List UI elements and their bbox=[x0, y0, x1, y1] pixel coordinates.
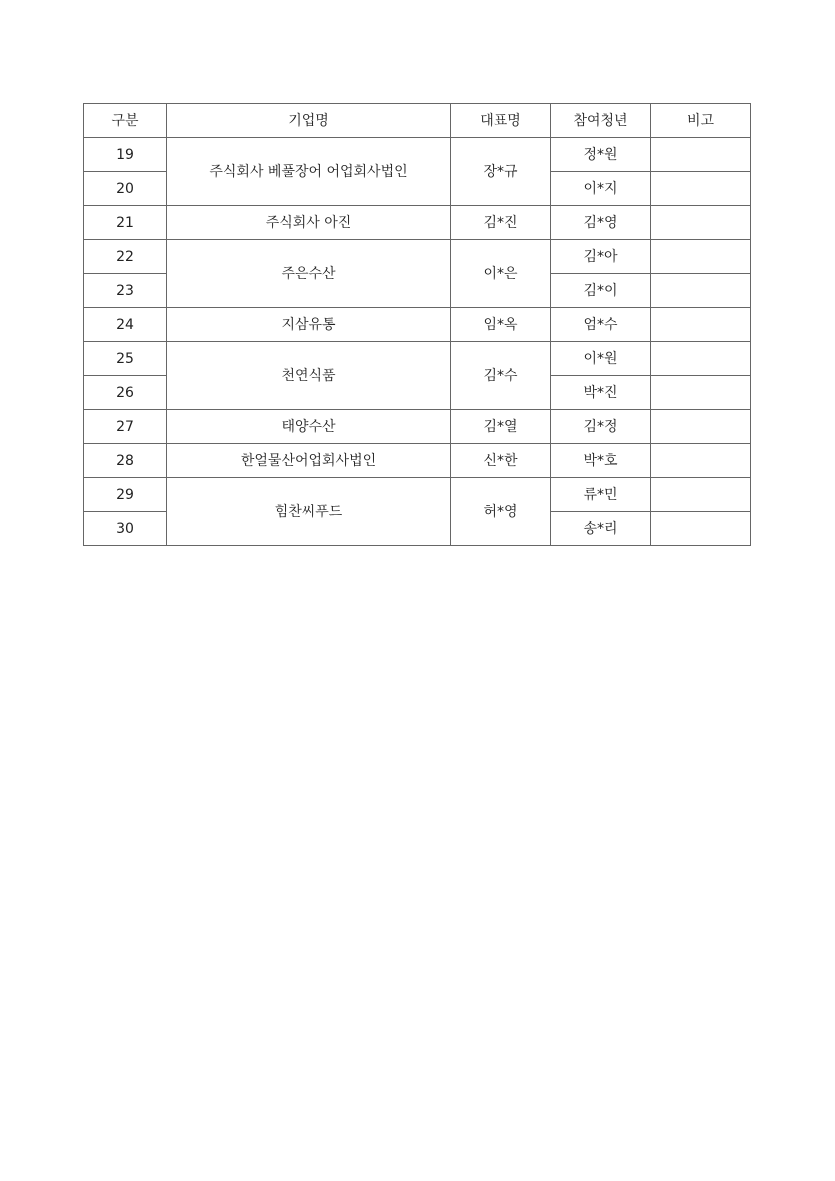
table-row bbox=[84, 138, 751, 172]
cell-no: 25 bbox=[84, 342, 167, 376]
cell-company: 힘찬씨푸드 bbox=[167, 478, 451, 546]
cell-no: 19 bbox=[84, 138, 167, 172]
cell-ceo: 이*은 bbox=[451, 240, 551, 308]
cell-note bbox=[651, 274, 751, 308]
header-note: 비고 bbox=[651, 104, 751, 138]
cell-ceo: 신*한 bbox=[451, 444, 551, 478]
cell-participant: 김*이 bbox=[551, 274, 651, 308]
cell-ceo: 임*옥 bbox=[451, 308, 551, 342]
cell-participant: 이*원 bbox=[551, 342, 651, 376]
cell-note bbox=[651, 410, 751, 444]
cell-no: 30 bbox=[84, 512, 167, 546]
cell-company: 한얼물산어업회사법인 bbox=[167, 444, 451, 478]
header-participant: 참여청년 bbox=[551, 104, 651, 138]
header-row bbox=[84, 104, 751, 138]
cell-no: 24 bbox=[84, 308, 167, 342]
cell-note bbox=[651, 172, 751, 206]
cell-participant: 김*아 bbox=[551, 240, 651, 274]
cell-note bbox=[651, 240, 751, 274]
cell-ceo: 김*수 bbox=[451, 342, 551, 410]
cell-note bbox=[651, 138, 751, 172]
cell-company: 주식회사 베풀장어 어업회사법인 bbox=[167, 138, 451, 206]
cell-no: 21 bbox=[84, 206, 167, 240]
cell-participant: 박*진 bbox=[551, 376, 651, 410]
cell-ceo: 김*진 bbox=[451, 206, 551, 240]
table-row bbox=[84, 308, 751, 342]
cell-company: 태양수산 bbox=[167, 410, 451, 444]
cell-no: 20 bbox=[84, 172, 167, 206]
cell-note bbox=[651, 308, 751, 342]
table-row bbox=[84, 444, 751, 478]
cell-ceo: 허*영 bbox=[451, 478, 551, 546]
cell-participant: 송*리 bbox=[551, 512, 651, 546]
cell-note bbox=[651, 444, 751, 478]
cell-participant: 류*민 bbox=[551, 478, 651, 512]
cell-note bbox=[651, 512, 751, 546]
header-ceo: 대표명 bbox=[451, 104, 551, 138]
cell-no: 22 bbox=[84, 240, 167, 274]
table-row bbox=[84, 410, 751, 444]
table-row bbox=[84, 240, 751, 274]
cell-no: 29 bbox=[84, 478, 167, 512]
cell-company: 주은수산 bbox=[167, 240, 451, 308]
cell-participant: 이*지 bbox=[551, 172, 651, 206]
table-row bbox=[84, 206, 751, 240]
participants-table bbox=[83, 103, 751, 546]
table-row bbox=[84, 478, 751, 512]
table-body bbox=[84, 138, 751, 546]
cell-note bbox=[651, 478, 751, 512]
cell-ceo: 장*규 bbox=[451, 138, 551, 206]
cell-no: 27 bbox=[84, 410, 167, 444]
cell-note bbox=[651, 206, 751, 240]
table-row bbox=[84, 342, 751, 376]
cell-participant: 정*원 bbox=[551, 138, 651, 172]
cell-note bbox=[651, 376, 751, 410]
cell-company: 지삼유통 bbox=[167, 308, 451, 342]
cell-participant: 엄*수 bbox=[551, 308, 651, 342]
cell-participant: 김*정 bbox=[551, 410, 651, 444]
header-no: 구분 bbox=[84, 104, 167, 138]
cell-company: 천연식품 bbox=[167, 342, 451, 410]
table-header bbox=[84, 104, 751, 138]
cell-participant: 김*영 bbox=[551, 206, 651, 240]
cell-no: 26 bbox=[84, 376, 167, 410]
cell-participant: 박*호 bbox=[551, 444, 651, 478]
cell-note bbox=[651, 342, 751, 376]
cell-no: 28 bbox=[84, 444, 167, 478]
cell-no: 23 bbox=[84, 274, 167, 308]
cell-ceo: 김*열 bbox=[451, 410, 551, 444]
header-company: 기업명 bbox=[167, 104, 451, 138]
cell-company: 주식회사 아진 bbox=[167, 206, 451, 240]
